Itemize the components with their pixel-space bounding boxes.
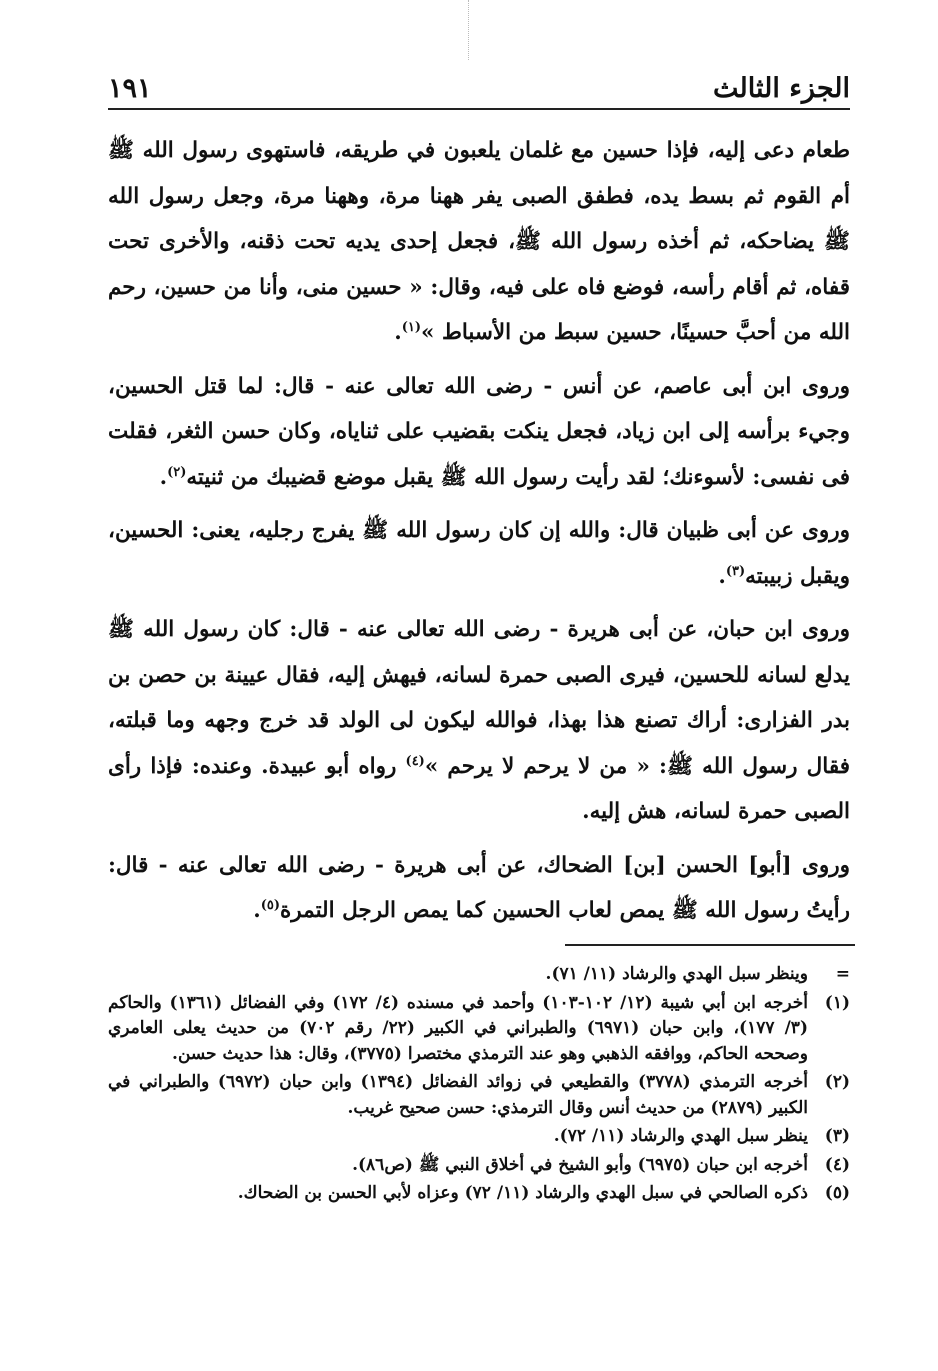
footnote-mark: = [835,964,850,984]
footnote-ref: (٤) [405,753,425,769]
footnote-ref: (٣) [725,563,746,579]
footnotes [108,962,850,1210]
footnote-item [108,1153,850,1179]
footnote-separator [565,944,855,946]
paragraph: طعام دعى إليه، فإذا حسين مع غلمان يلعبون في طريقه، فاستهوى رسول الله ﷺ أم القوم ثم بسط يده، فطفق الصبى يفر ههنا مرة، وههنا مرة، وجعل رسول الله ﷺ يضاحكه، ثم أخذه رسول الله ﷺ، فجعل إحدى يديه تحت ذقنه، والأخرى تحت قفاه، ثم أقام رأسه، فوضع فاه على فيه، وقال: « حسين منى، وأنا من حسين، رحم الله من أحبَّ حسينًا، حسين سبط من الأسباط »$^{(١)}$. [108,138,850,345]
footnote-text: ينظر سبل الهدي والرشاد (١١/ ٧٢). [553,1126,808,1146]
footnote-item [108,991,850,1068]
paragraph: وروى عن أبى ظبيان قال: والله إن كان رسول الله ﷺ يفرج رجليه، يعنى: الحسين، ويقبل زبيبته$^{(٣)}$. [108,518,850,589]
footnote-text: ذكره الصالحي في سبل الهدي والرشاد (١١/ ٧٢) وعزاه لأبي الحسن بن الضحاك. [237,1183,808,1203]
footnote-item [108,1070,850,1121]
paragraph: وروى ابن أبى عاصم، عن أنس - رضى الله تعالى عنه - قال: لما قتل الحسين، وجيء برأسه إلى ابن زياد، فجعل ينكت بقضيب على ثناياه، وكان حسن الثغر، فقلت فى نفسى: لأسوءنك؛ لقد رأيت رسول الله ﷺ يقبل موضع قضيبك من ثنيته$^{(٢)}$. [108,373,850,490]
footnote-text: أخرجه ابن أبي شيبة (١٢/ ١٠٢-١٠٣) وأحمد في مسنده (٤/ ١٧٢) وفي الفضائل (١٣٦١) والحاكم (٣/ ١٧٧)، وابن حبان (٦٩٧١) والطبراني في الكبير (٢٢/ رقم ٧٠٢) من حديث يعلى العامري وصححه الحاكم، ووافقه الذهبي وهو عند الترمذي مختصرا (٣٧٧٥)، وقال: هذا حديث حسن. [108,992,808,1064]
main-text [108,128,850,942]
footnote-mark: (١) [824,992,850,1013]
page-number: ١٩١ [108,73,152,104]
part-title: الجزء الثالث [713,73,850,104]
footnote-ref: (٥) [260,897,281,913]
footnote-mark: (٤) [824,1154,850,1175]
footnote-item [108,1181,850,1207]
footnote-mark: (٥) [824,1183,850,1203]
paragraph: وروى [أبو] الحسن [بن] الضحاك، عن أبى هريرة - رضى الله تعالى عنه - قال: رأيتُ رسول الله ﷺ يمص لعاب الحسين كما يمص الرجل التمرة$^{(٥)}$. [108,852,850,923]
scan-artifact [468,0,470,60]
paragraph: وروى ابن حبان، عن أبى هريرة - رضى الله تعالى عنه - قال: كان رسول الله ﷺ يدلع لسانه للحسين، فيرى الصبى حمرة لسانه، فيهش إليه، فقال عيينة بن حصن بن بدر الفزارى: أراك تصنع هذا بهذا، فوالله ليكون لى الولد قد خرج وجهه وما قبلته، فقال رسول الله ﷺ: « من لا يرحم لا يرحم »$^{(٤)}$ رواه أبو عبيدة. وعنده: فإذا رأى الصبى حمرة لسانه، هش إليه. [108,617,850,824]
footnote-mark: (٢) [824,1072,850,1092]
footnote-item [108,962,850,988]
footnote-ref: (٢) [167,464,187,480]
footnote-item [108,1124,850,1150]
footnote-text: أخرجه ابن حبان (٦٩٧٥) وأبو الشيخ في أخلاق النبي ﷺ (ص٨٦). [352,1154,808,1175]
running-header [108,62,850,110]
footnote-text: وينظر سبل الهدي والرشاد (١١/ ٧١). [545,964,808,984]
footnote-mark: (٣) [824,1126,850,1146]
footnote-text: أخرجه الترمذي (٣٧٧٨) والقطيعي في زوائد الفضائل (١٣٩٤) وابن حبان (٦٩٧٢) والطبراني في الكبير (٢٨٧٩) من حديث أنس وقال الترمذي: حسن صحيح غريب. [108,1072,808,1118]
footnote-ref: (١) [401,319,422,335]
